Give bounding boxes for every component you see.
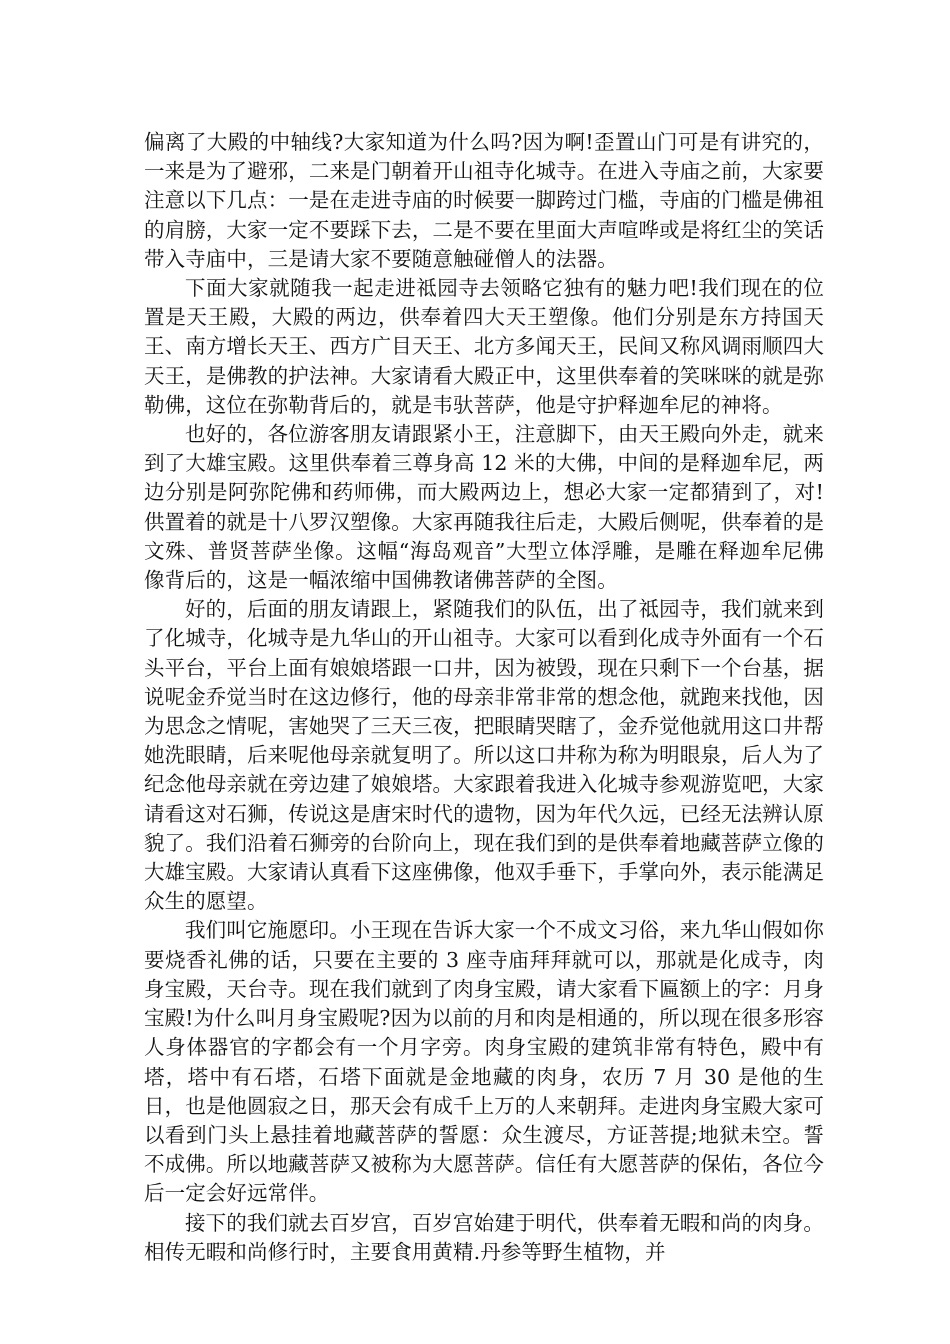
paragraph-2: 下面大家就随我一起走进祗园寺去领略它独有的魅力吧!我们现在的位置是天王殿，大殿的两边，供奉着四大天王塑像。他们分别是东方持国天王、南方增长天王、西方广目天王、北方多闻天王，民间又称风调雨顺四大天王，是佛教的护法神。大家请看大殿正中，这里供奉着的笑咪咪的就是弥勒佛，这位在弥勒背后的，就是韦驮菩萨，他是守护释迦牟尼的神将。: [144, 276, 824, 417]
paragraph-1: 偏离了大殿的中轴线?大家知道为什么吗?因为啊!歪置山门可是有讲究的，一来是为了避邪，二来是门朝着开山祖寺化城寺。在进入寺庙之前，大家要注意以下几点：一是在走进寺庙的时候要一脚跨过门槛，寺庙的门槛是佛祖的肩膀，大家一定不要踩下去，二是不要在里面大声喧哗或是将红尘的笑话带入寺庙中，三是请大家不要随意触碰僧人的法器。: [144, 130, 824, 271]
paragraph-4: 好的，后面的朋友请跟上，紧随我们的队伍，出了祗园寺，我们就来到了化城寺，化城寺是九华山的开山祖寺。大家可以看到化成寺外面有一个石头平台，平台上面有娘娘塔跟一口井，因为被毁，现在只剩下一个台基，据说呢金乔觉当时在这边修行，他的母亲非常非常的想念他，就跑来找他，因为思念之情呢，害她哭了三天三夜，把眼睛哭瞎了，金乔觉他就用这口井帮她洗眼睛，后来呢他母亲就复明了。所以这口井称为称为明眼泉，后人为了纪念他母亲就在旁边建了娘娘塔。大家跟着我进入化城寺参观游览吧，大家请看这对石狮，传说这是唐宋时代的遗物，因为年代久远，已经无法辨认原貌了。我们沿着石狮旁的台阶向上，现在我们到的是供奉着地藏菩萨立像的大雄宝殿。大家请认真看下这座佛像，他双手垂下，手掌向外，表示能满足众生的愿望。: [144, 597, 824, 914]
paragraph-5: 我们叫它施愿印。小王现在告诉大家一个不成文习俗，来九华山假如你要烧香礼佛的话，只要在主要的 3 座寺庙拜拜就可以，那就是化成寺，肉身宝殿，天台寺。现在我们就到了肉身宝殿，请大家看下匾额上的字：月身宝殿!为什么叫月身宝殿呢?因为以前的月和肉是相通的，所以现在很多形容人身体器官的字都会有一个月字旁。肉身宝殿的建筑非常有特色，殿中有塔，塔中有石塔，石塔下面就是金地藏的肉身，农历 7 月 30 是他的生日，也是他圆寂之日，那天会有成千上万的人来朝拜。走进肉身宝殿大家可以看到门头上悬挂着地藏菩萨的誓愿：众生渡尽，方证菩提;地狱未空。誓不成佛。所以地藏菩萨又被称为大愿菩萨。信任有大愿菩萨的保佑，各位今后一定会好远常伴。: [144, 918, 824, 1206]
paragraph-6: 接下的我们就去百岁宫，百岁宫始建于明代，供奉着无暇和尚的肉身。相传无暇和尚修行时，主要食用黄精.丹参等野生植物，并: [144, 1210, 824, 1264]
paragraph-3: 也好的，各位游客朋友请跟紧小王，注意脚下，由天王殿向外走，就来到了大雄宝殿。这里供奉着三尊身高 12 米的大佛，中间的是释迦牟尼，两边分别是阿弥陀佛和药师佛，而大殿两边上，想必大家一定都猜到了，对!供置着的就是十八罗汉塑像。大家再随我往后走，大殿后侧呢，供奉着的是文殊、普贤菩萨坐像。这幅“海岛观音”大型立体浮雕，是雕在释迦牟尼佛像背后的，这是一幅浓缩中国佛教诸佛菩萨的全图。: [144, 422, 824, 593]
document-body: [144, 128, 824, 1267]
